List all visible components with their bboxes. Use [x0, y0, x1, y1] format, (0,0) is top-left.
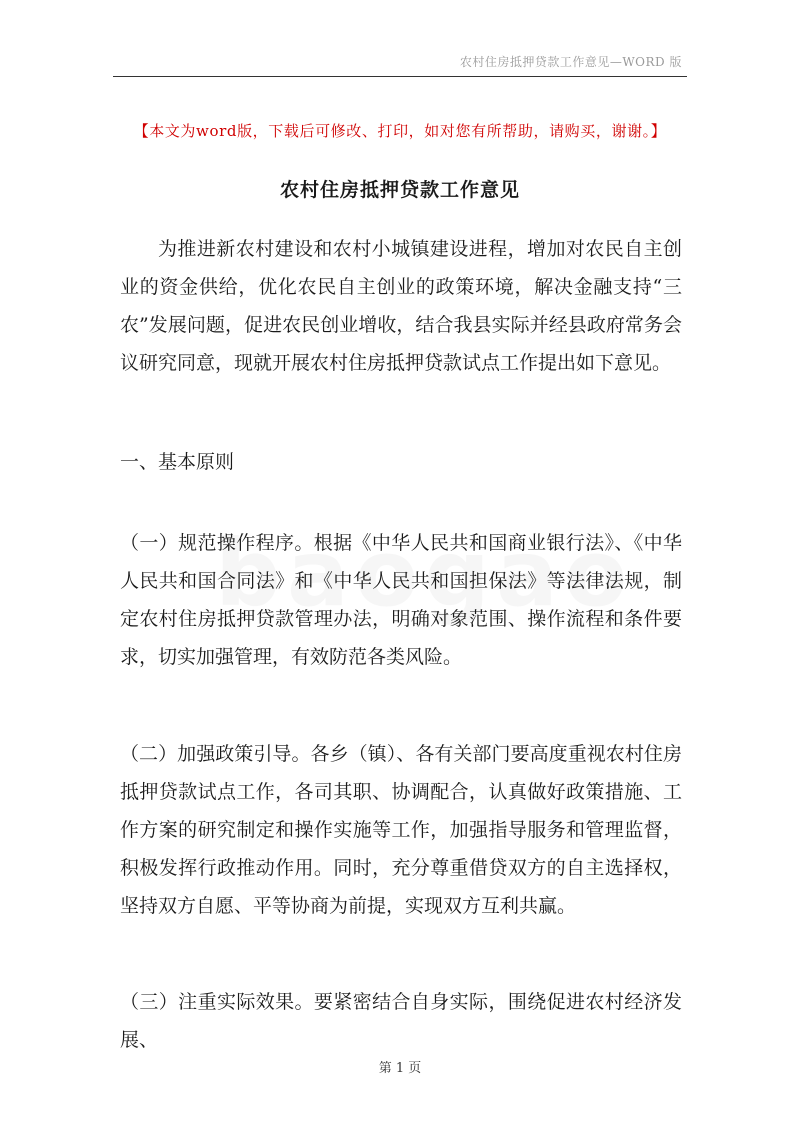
principle-3-paragraph: （三）注重实际效果。要紧密结合自身实际，围绕促进农村经济发展、	[120, 991, 682, 1051]
purchase-notice: 【本文为word版，下载后可修改、打印，如对您有所帮助，请购买，谢谢。】	[133, 122, 667, 140]
page-number: 第 1 页	[378, 1061, 422, 1076]
running-header: 农村住房抵押贷款工作意见—WORD 版	[459, 55, 682, 69]
header-divider	[113, 76, 687, 77]
intro-paragraph: 为推进新农村建设和农村小城镇建设进程，增加对农民自主创业的资金供给，优化农民自主创业的政策环境，解决金融支持“三农”发展问题，促进农民创业增收，结合我县实际并经县政府常务会议研究同意，现就开展农村住房抵押贷款试点工作提出如下意见。	[120, 238, 682, 374]
section-heading-basic-principles: 一、基本原则	[120, 451, 235, 473]
principle-2-paragraph: （二）加强政策引导。各乡（镇）、各有关部门要高度重视农村住房抵押贷款试点工作，各司其职、协调配合，认真做好政策措施、工作方案的研究制定和操作实施等工作，加强指导服务和管理监督，积极发挥行政推动作用。同时，充分尊重借贷双方的自主选择权，坚持双方自愿、平等协商为前提，实现双方互利共赢。	[120, 743, 682, 917]
document-title: 农村住房抵押贷款工作意见	[279, 179, 520, 201]
principle-1-paragraph: （一）规范操作程序。根据《中华人民共和国商业银行法》、《中华人民共和国合同法》和《中华人民共和国担保法》等法律法规，制定农村住房抵押贷款管理办法，明确对象范围、操作流程和条件要求，切实加强管理，有效防范各类风险。	[120, 532, 682, 668]
